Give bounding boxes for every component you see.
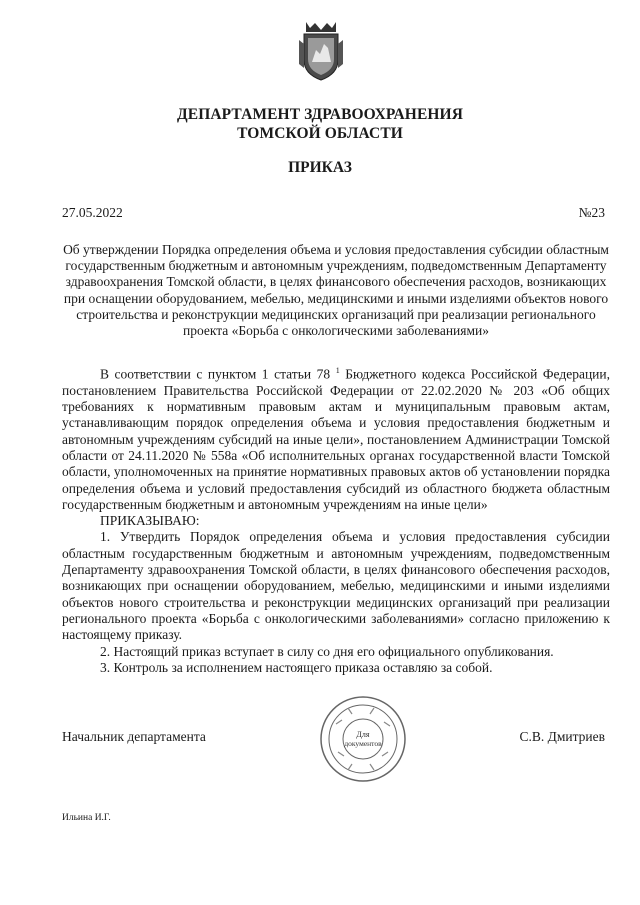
document-subject: Об утверждении Порядка определения объема и условия предоставления субсидии областным государственным бюджетным и автономным учреждениям, подведомственным Департаменту здравоохранения Томской области, в целях финансового обеспечения расходов, возникающих при оснащении оборудованием, мебелью, медицинскими и иными изделиями объектов нового строительства и реконструкции медицинских организаций при реализации регионального проекта «Борьба с онкологическими заболеваниями» xyxy=(63,242,609,339)
order-item-3: 3. Контроль за исполнением настоящего приказа оставляю за собой. xyxy=(100,659,493,675)
signatory-name: С.В. Дмитриев xyxy=(519,729,605,744)
order-word: ПРИКАЗЫВАЮ: xyxy=(100,513,200,529)
stamp-line-2: документов xyxy=(344,739,382,748)
preamble-part-1: В соответствии с пунктом 1 статьи 78 xyxy=(100,366,331,382)
stamp-line-1: Для xyxy=(356,730,370,739)
order-item-1: 1. Утвердить Порядок определения объема и условия предоставления субсидии областным государственным бюджетным и автономным учреждениям, подведомственным Департаменту здравоохранения Томской области, в целях финансового обеспечения расходов, возникающих при оснащении оборудованием, мебелью, медицинскими и иными изделиями объектов нового строительства и реконструкции медицинских организаций при реализации регионального проекта «Борьба с онкологическими заболеваниями» согласно приложению к настоящему приказу. xyxy=(62,529,610,643)
document-type: ПРИКАЗ xyxy=(288,159,352,176)
department-name xyxy=(0,105,640,143)
department-line-2: ТОМСКОЙ ОБЛАСТИ xyxy=(237,125,403,142)
order-item-2: 2. Настоящий приказ вступает в силу со дня его официального опубликования. xyxy=(100,643,554,659)
coat-of-arms-icon xyxy=(298,18,344,82)
signatory-position: Начальник департамента xyxy=(62,729,206,744)
preamble xyxy=(62,363,610,513)
preamble-superscript: 1 xyxy=(335,366,340,375)
document-body xyxy=(62,363,610,676)
official-stamp xyxy=(318,694,408,784)
preamble-part-2: Бюджетного кодекса Российской Федерации, постановлением Правительства Российской Федерации от 22.02.2020 № 203 «Об общих требованиях к нормативным правовым актам и муниципальным правовым актам, устанавливающим порядок определения объема и условия предоставления бюджетным и автономным учреждениям субсидий на иные цели», постановлением Администрации Томской области от 24.11.2020 № 558а «Об исполнительных органах государственной власти Томской области, уполномоченных на принятие нормативных правовых актов об установлении порядка определения объема и условий предоставления субсидий из областного бюджета областным государственным бюджетным и автономным учреждениям на иные цели» xyxy=(62,366,610,512)
executor-name: Ильина И.Г. xyxy=(62,813,111,823)
document-number: №23 xyxy=(578,205,605,220)
document-date: 27.05.2022 xyxy=(62,205,123,220)
department-line-1: ДЕПАРТАМЕНТ ЗДРАВООХРАНЕНИЯ xyxy=(177,106,463,123)
